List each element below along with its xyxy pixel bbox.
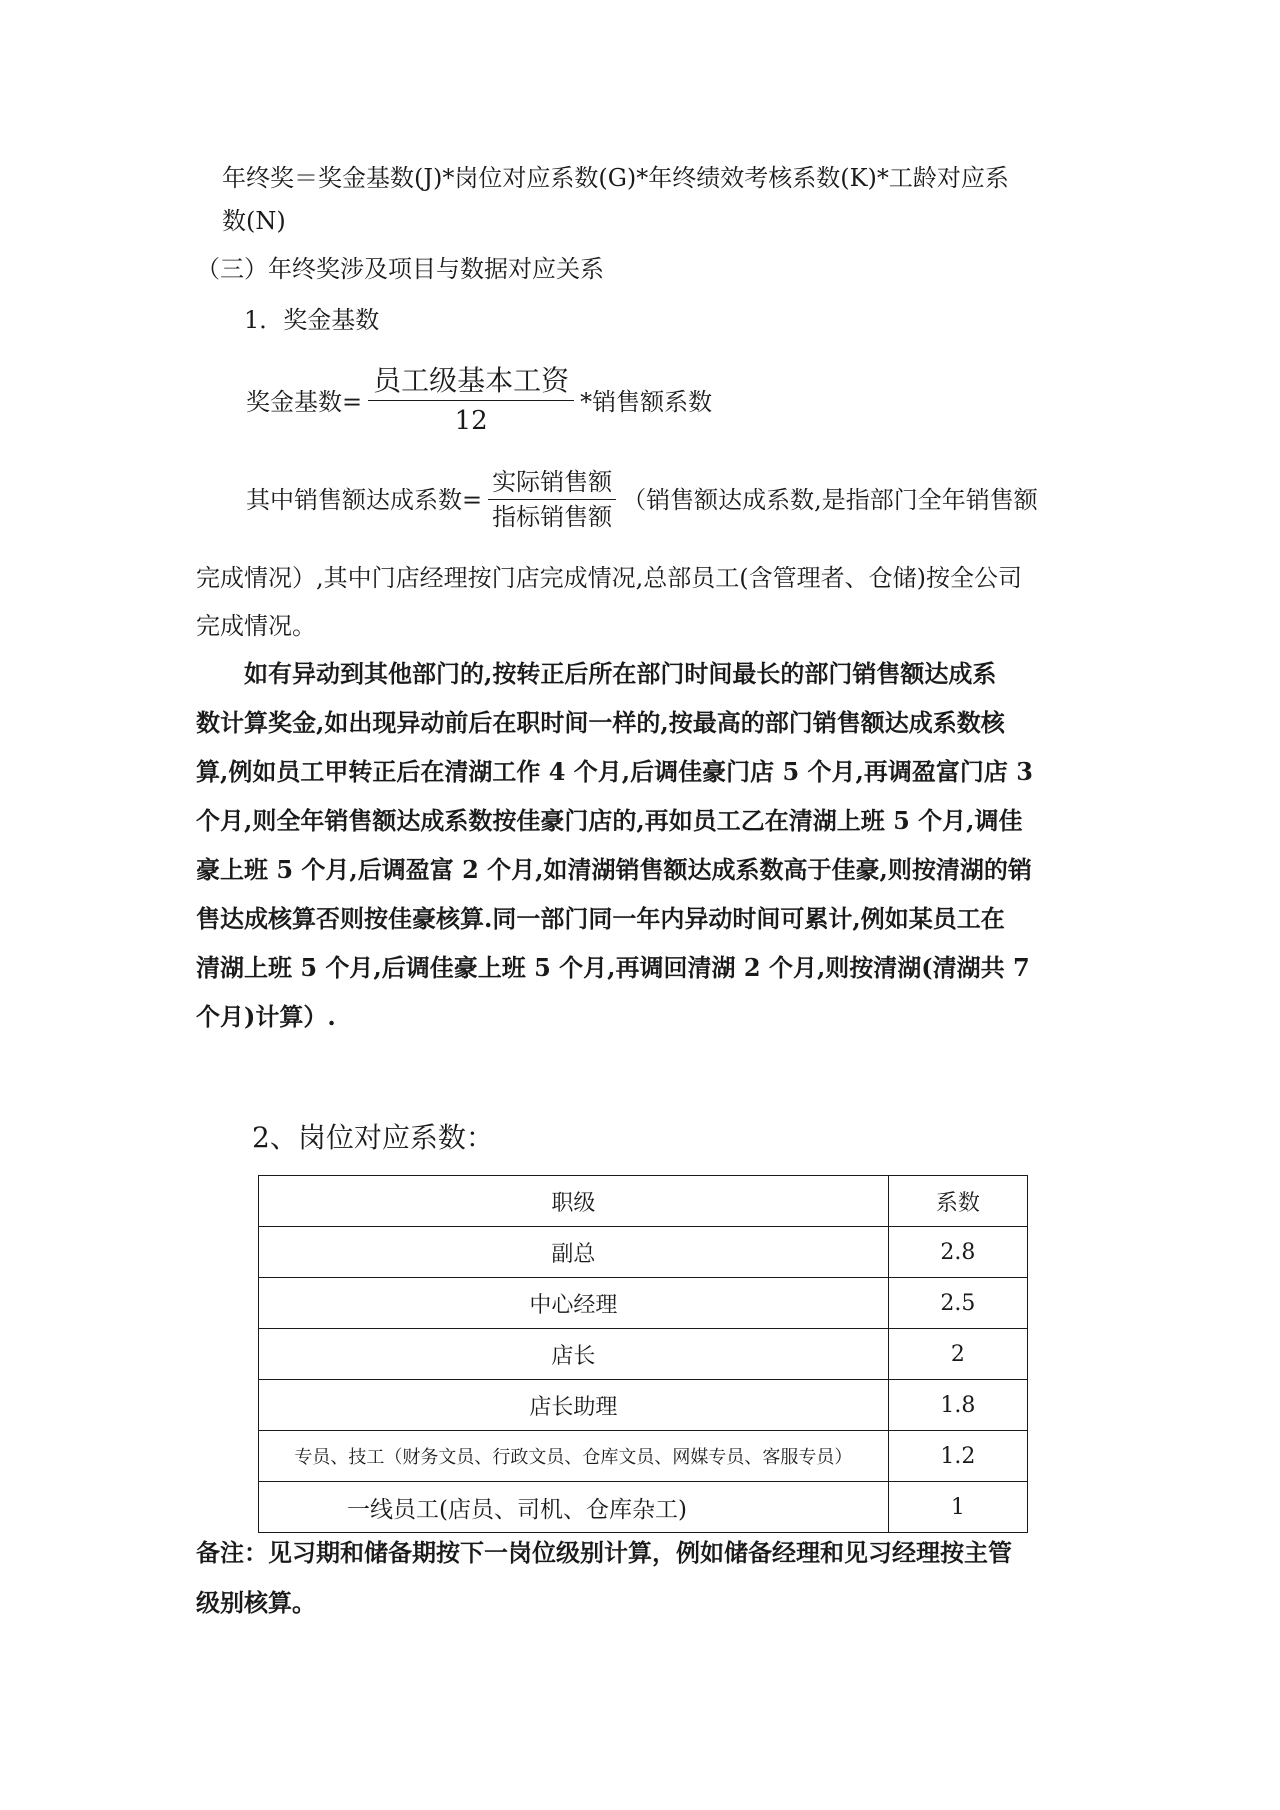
bonus-formula-suffix: *销售额系数 (580, 387, 713, 416)
coefficient-cell: 2.8 (888, 1227, 1027, 1278)
coefficient-cell: 2 (888, 1329, 1027, 1380)
table-header-row (259, 1176, 1028, 1227)
rate-formula-suffix: （销售额达成系数,是指部门全年销售额 (622, 485, 1038, 514)
table-row (259, 1329, 1028, 1380)
rate-fraction (488, 465, 616, 534)
level-cell: 中心经理 (259, 1278, 889, 1329)
bonus-numerator: 员工级基本工资 (373, 364, 570, 397)
note-line-2: 级别核算。 (196, 1588, 316, 1617)
coefficient-cell: 2.5 (888, 1278, 1027, 1329)
transfer-rule-line: 豪上班 5 个月,后调盈富 2 个月,如清湖销售额达成系数高于佳豪,则按清湖的销 (196, 855, 1032, 884)
table-row (259, 1380, 1028, 1431)
table-row (259, 1227, 1028, 1278)
coefficient-cell: 1.8 (888, 1380, 1027, 1431)
transfer-rule-line: 个月,则全年销售额达成系数按佳豪门店的,再如员工乙在清湖上班 5 个月,调佳 (196, 806, 1023, 835)
item-2-heading: 2、岗位对应系数： (252, 1121, 494, 1154)
table-row (259, 1278, 1028, 1329)
level-cell: 一线员工(店员、司机、仓库杂工) (259, 1482, 889, 1533)
rate-formula (246, 465, 1038, 534)
rate-formula-lhs: 其中销售额达成系数= (246, 485, 483, 514)
bonus-fraction (368, 362, 574, 441)
coefficient-cell: 1.2 (888, 1431, 1027, 1482)
rate-desc-line-2: 完成情况。 (196, 612, 316, 640)
level-cell: 专员、技工（财务文员、行政文员、仓库文员、网媒专员、客服专员） (259, 1431, 889, 1482)
coefficient-cell: 1 (888, 1482, 1027, 1533)
rate-denominator: 指标销售额 (492, 503, 613, 531)
table-row (259, 1431, 1028, 1482)
transfer-rule-line: 清湖上班 5 个月,后调佳豪上班 5 个月,再调回清湖 2 个月,则按清湖(清湖共 7 (196, 953, 1030, 982)
bonus-formula-lhs: 奖金基数= (246, 387, 363, 416)
table-row (259, 1482, 1028, 1533)
bonus-denominator: 12 (454, 406, 488, 436)
note-line-1: 备注：见习期和储备期按下一岗位级别计算，例如储备经理和见习经理按主管 (196, 1538, 1012, 1567)
transfer-rule-line: 个月)计算）. (196, 1002, 336, 1031)
level-cell: 店长助理 (259, 1380, 889, 1431)
section-3-heading: （三）年终奖涉及项目与数据对应关系 (196, 255, 604, 283)
header-coefficient: 系数 (888, 1176, 1027, 1227)
bonus-formula (246, 362, 712, 441)
rate-numerator: 实际销售额 (492, 468, 613, 496)
transfer-rule-paragraph (196, 649, 1086, 1041)
transfer-rule-line: 如有异动到其他部门的,按转正后所在部门时间最长的部门销售额达成系 (244, 659, 997, 688)
formula-line-1: 年终奖＝奖金基数(J)*岗位对应系数(G)*年终绩效考核系数(K)*工龄对应系 (222, 164, 1009, 192)
transfer-rule-line: 算,例如员工甲转正后在清湖工作 4 个月,后调佳豪门店 5 个月,再调盈富门店 3 (196, 757, 1033, 786)
level-cell: 副总 (259, 1227, 889, 1278)
transfer-rule-line: 售达成核算否则按佳豪核算.同一部门同一年内异动时间可累计,例如某员工在 (196, 904, 1005, 933)
header-level: 职级 (259, 1176, 889, 1227)
position-coefficient-table (258, 1175, 1028, 1533)
item-1-heading: 1．奖金基数 (244, 306, 380, 334)
level-cell: 店长 (259, 1329, 889, 1380)
rate-desc-line-1: 完成情况）,其中门店经理按门店完成情况,总部员工(含管理者、仓储)按全公司 (196, 564, 1022, 592)
transfer-rule-line: 数计算奖金,如出现异动前后在职时间一样的,按最高的部门销售额达成系数核 (196, 708, 1005, 737)
formula-line-2: 数(N) (222, 207, 286, 235)
